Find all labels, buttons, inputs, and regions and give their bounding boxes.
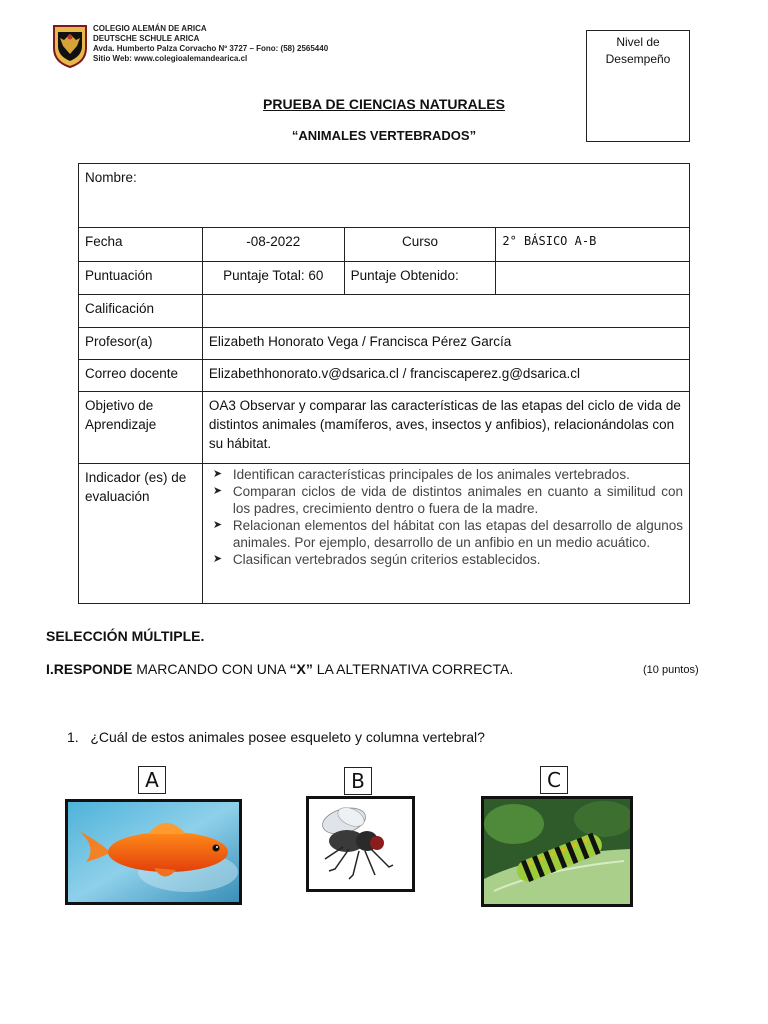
indicador-text: Clasifican vertebrados según criterios establecidos. (232, 552, 541, 567)
instruction-x: “X” (289, 661, 313, 677)
indicador-label-line2: evaluación (85, 489, 150, 504)
fecha-value[interactable]: -08-2022 (202, 228, 344, 262)
goldfish-image[interactable] (65, 799, 242, 905)
indicadores-cell (202, 464, 689, 604)
question-text: ¿Cuál de estos animales posee esqueleto y columna vertebral? (90, 729, 485, 745)
student-info-table (78, 163, 690, 604)
section-points: (10 puntos) (643, 664, 699, 676)
fly-image[interactable] (306, 796, 415, 892)
indicador-text: Comparan ciclos de vida de distintos animales en cuanto a similitud con los padres, crecimiento dentro o fuera de la madre. (232, 484, 683, 516)
fecha-label: Fecha (79, 228, 203, 262)
arrow-bullet-icon: ➤ (212, 468, 223, 480)
question-1 (67, 729, 485, 745)
puntuacion-label: Puntuación (79, 262, 203, 295)
section-instruction (46, 661, 513, 677)
nombre-label: Nombre: (85, 170, 137, 185)
school-crest-logo (52, 24, 88, 68)
puntaje-obtenido-field[interactable] (496, 262, 690, 295)
curso-value: 2° BÁSICO A-B (496, 228, 690, 262)
objetivo-label-line1: Objetivo de (85, 398, 154, 413)
indicador-item (209, 483, 683, 517)
correo-value: Elizabethhonorato.v@dsarica.cl / franciscaperez.g@dsarica.cl (202, 360, 689, 392)
indicadores-list (209, 466, 683, 568)
profesor-label: Profesor(a) (79, 328, 203, 360)
curso-label: Curso (344, 228, 496, 262)
option-a-box[interactable]: A (138, 766, 166, 794)
objetivo-value: OA3 Observar y comparar las características de las etapas del ciclo de vida de distintos animales (mamíferos, aves, insectos y anfibios), relacionándolas con su hábitat. (202, 392, 689, 464)
objetivo-label-line2: Aprendizaje (85, 417, 157, 432)
section-title: SELECCIÓN MÚLTIPLE. (46, 628, 205, 644)
puntaje-total: Puntaje Total: 60 (202, 262, 344, 295)
question-number: 1. (67, 729, 79, 745)
indicador-item (209, 466, 683, 483)
correo-label: Correo docente (79, 360, 203, 392)
school-website: Sitio Web: www.colegioalemandearica.cl (93, 54, 248, 63)
page-title: PRUEBA DE CIENCIAS NATURALES (263, 96, 505, 112)
school-name: COLEGIO ALEMÁN DE ARICA (93, 24, 207, 33)
nivel-label-2: Desempeño (605, 52, 671, 66)
caterpillar-image[interactable] (481, 796, 633, 907)
indicador-item (209, 551, 683, 568)
arrow-bullet-icon: ➤ (212, 519, 223, 531)
instruction-part-2: LA ALTERNATIVA CORRECTA. (312, 661, 514, 677)
arrow-bullet-icon: ➤ (212, 485, 223, 497)
puntaje-obtenido-label: Puntaje Obtenido: (344, 262, 496, 295)
calificacion-label: Calificación (79, 295, 203, 328)
indicador-label (79, 464, 203, 604)
indicador-text: Relacionan elementos del hábitat con las etapas del desarrollo de algunos animales. Por ejemplo, desarrollo de un anfibio en un medio acuático. (232, 518, 683, 550)
calificacion-field[interactable] (202, 295, 689, 328)
indicador-label-line1: Indicador (es) de (85, 470, 187, 485)
profesor-value: Elizabeth Honorato Vega / Francisca Pérez García (202, 328, 689, 360)
option-c-box[interactable]: C (540, 766, 568, 794)
school-address: Avda. Humberto Palza Corvacho Nº 3727 – Fono: (58) 2565440 (93, 44, 329, 53)
objetivo-label (79, 392, 203, 464)
indicador-item (209, 517, 683, 551)
nombre-field[interactable] (79, 164, 690, 228)
arrow-bullet-icon: ➤ (212, 553, 223, 565)
page-subtitle: “ANIMALES VERTEBRADOS” (291, 128, 477, 143)
option-b-box[interactable]: B (344, 767, 372, 795)
indicador-text: Identifican características principales de los animales vertebrados. (232, 467, 630, 482)
instruction-bold: I.RESPONDE (46, 661, 133, 677)
school-german-name: DEUTSCHE SCHULE ARICA (93, 34, 200, 43)
instruction-part-1: MARCANDO CON UNA (132, 661, 290, 677)
nivel-desempeno-box[interactable] (586, 30, 690, 142)
nivel-label-1: Nivel de (616, 35, 660, 49)
school-info (93, 24, 328, 64)
